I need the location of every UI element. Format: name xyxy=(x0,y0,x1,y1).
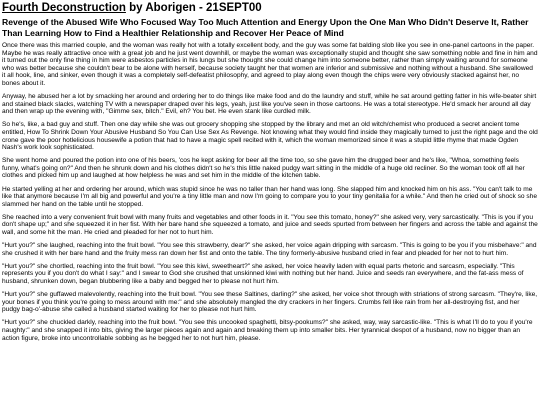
story-subtitle: Revenge of the Abused Wife Who Focused Way Too Much Attention and Energy Upon the One Man Who Didn't Deserve It, Rather Than Learning How to Find a Healthier Relationship and Recover Her Peace of Mind xyxy=(2,17,529,38)
paragraph: "Hurt you?" she chortled, reaching into the fruit bowl. "You see this kiwi, sweetheart?" she asked, her voice heavily laden with equal parts rhetoric and sarcasm, especially. "This represents you if you don't do what I say:" and I swear to God she crushed that unskinned kiwi with nothing but her hand. Juice and seeds ran everywhere, and the fat-ass mess of husband, shrunken down, began blubbering like a baby and begged her to please not hurt him. xyxy=(2,262,524,285)
paragraph: So he's, like, a bad guy and stuff. Then one day while she was out grocery shopping she stopped by the library and met an old witch/chemist who produced a secret ancient tome entitled, How To Shrink Down Your Abusive Husband So You Can Use Sex As Revenge. Not knowing what they would find inside they magically turned to just the right page and the old crone gave the poor hotlelicious housewife a potion that had to have a magic spell recited with it, which the woman memorized since it was a stupid little rhyme that made Ogden Nash's work look sophisticated. xyxy=(2,121,538,152)
paragraph: Once there was this married couple, and the woman was really hot with a totally excellent body, and the guy was some fat balding slob like you see in one-panel cartoons in the paper. Maybe he was really attractive once with a great job and he just went downhill, or maybe the woman was exceptionally stupid and thought she saw something noble and fine in him and it turned out the only fine thing in him were asbestos particles in his lungs but she thought she could change him into someone better, rather than simply waiting around for someone who was better because she couldn't bear to be alone with herself, because society taught her that women are inferior and submissive and nothing without a husband. She swallowed it all hook, line, and sinker, even though it was a completely self-defeatist philosophy, and agreed to play along even though the chips were very obviously stacked against her, no bones about it. xyxy=(2,42,538,87)
story-title-link[interactable]: Fourth Deconstruction xyxy=(2,2,126,14)
story-byline: by Aborigen - 21SEPT00 xyxy=(125,2,262,14)
paragraph: Anyway, he abused her a lot by smacking her around and ordering her to do things like make food and do the laundry and stuff, while he sat around getting fatter in his wife-beater shirt and stained black slacks, watching TV with a newspaper draped over his legs, yeah, just like you've seen in those cartoons. He was a total stereotype. He'd smack her around all day and then wrap up the evening with, "Gimme sex, bitch." Evil, eh? You bet. He even stank like curdled milk. xyxy=(2,93,537,116)
paragraph: She reached into a very convenient fruit bowl with many fruits and vegetables and other foods in it. "You see this tomato, honey?" she asked very, very sarcastically. "This is you if you don't shape up;" and she squeezed it in her fist. With her bare hand she squeezed a tomato, and juice and seeds spurted from between her fingers and across the table and against the wall, and some hit the man. He cried and pleaded for her not to hurt him. xyxy=(2,213,538,236)
paragraph: "Hurt you?" she chuckled darkly, reaching into the fruit bowl. "You see this uncooked spaghetti, bitsy-pookums?" she asked, way, way sarcastic-like. "This is what I'll do to you if you're naughty:" and she snapped it into bits, giving the larger pieces again and again and breaking them up into smaller bits. Her tyrannical despot of a husband, now no bigger than an action figure, broke into uncontrollable sobbing as he begged her to not hurt him, please. xyxy=(2,319,533,342)
paragraph: "Hurt you?" she laughed, reaching into the fruit bowl. "You see this strawberry, dear?" she asked, her voice again dripping with sarcasm. "This is going to be you if you misbehave:" and she crushed it with her bare hand and the fruity mess ran down her fist and onto the table. The tiny formerly-abusive husband cried in fear and pleaded for her not to hurt him. xyxy=(2,242,537,257)
story-header xyxy=(2,1,538,15)
paragraph: He started yelling at her and ordering her around, which was stupid since he was no taller than her hand was long. She slapped him and knocked him on his ass. "You can't talk to me like that anymore because I'm all big and powerful and you're a tiny little man and now I'm going to compare you to your tiny genitalia for a while." And then he cried out of shock so she slammed her hand on the table until he stopped. xyxy=(2,185,538,208)
paragraph: "Hurt you?" she guffawed malevolently, reaching into the fruit bowl. "You see these Saltines, darling?" she asked, her voice shot through with striations of strong sarcasm. "They're, like, your bones if you think you're going to mess around with me:" and she absolutely mangled the dry crackers in her fingers. Crumbs fell like rain from her all-destroying fist, and her pudgy bag-o'-abuse she called a husband started waiting for her to please not hurt him. xyxy=(2,291,538,314)
story-body xyxy=(2,42,538,342)
paragraph: She went home and poured the potion into one of his beers, 'cos he kept asking for beer all the time too, so she gave him the drugged beer and he's like, "Whoa, something feels funny, what's going on?" And then he shrunk down and his clothes didn't so he's this little naked pudgy wart sitting in the middle of a huge old recliner. So the woman took off all her clothes and picked him up and laughed at how helpless he was and set him in the middle of the kitchen table. xyxy=(2,157,525,180)
